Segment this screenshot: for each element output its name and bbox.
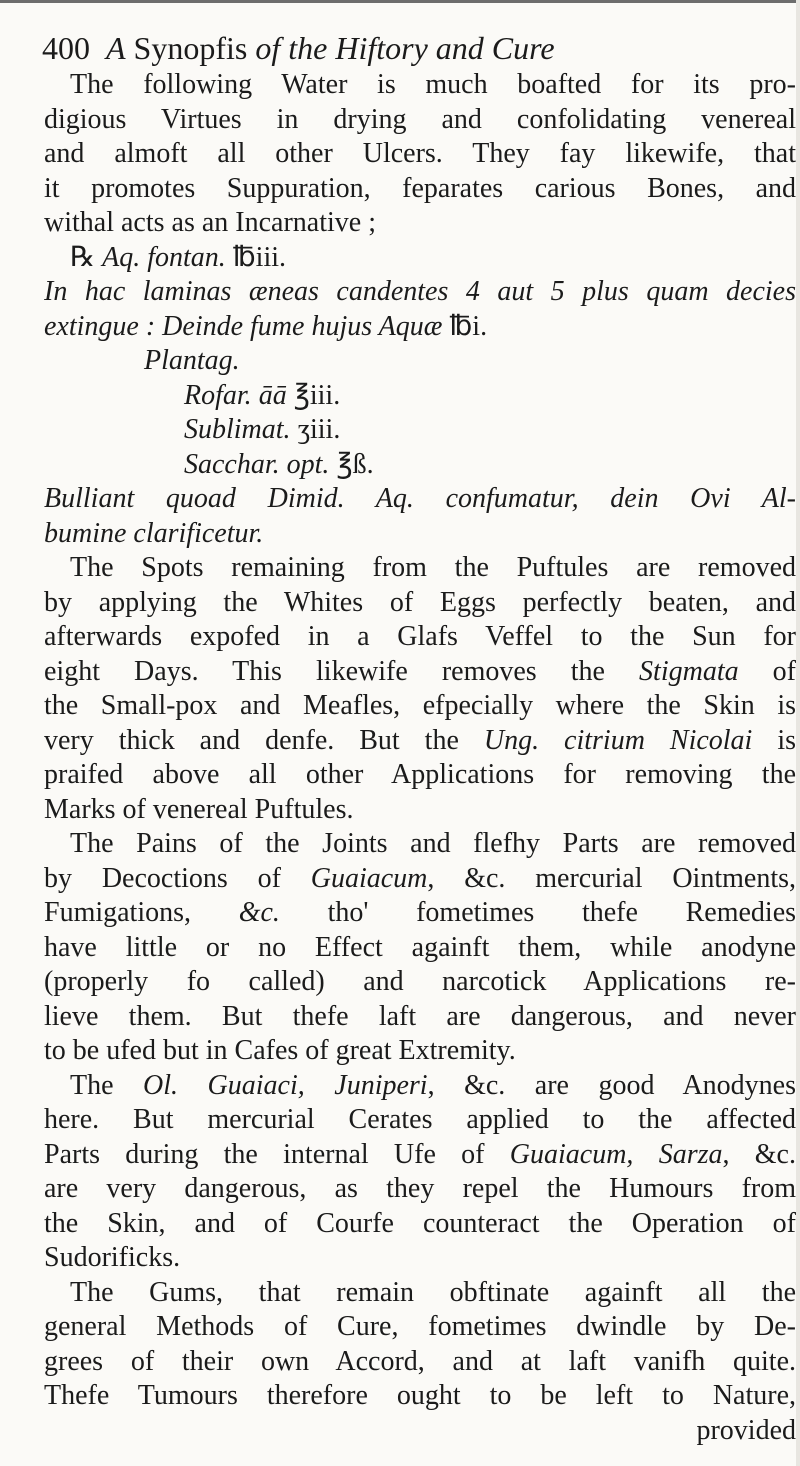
text-line [44, 379, 796, 414]
text-line [44, 827, 796, 862]
text-line [44, 1207, 796, 1242]
text-line [44, 896, 796, 931]
italic-text: bumine clarificetur. [44, 517, 264, 549]
text-line [44, 862, 796, 897]
text-line [44, 724, 796, 759]
roman-text: ℥ß. [329, 448, 374, 480]
roman-text: The [70, 1069, 144, 1101]
italic-text: āā [258, 379, 287, 411]
text-line [44, 689, 796, 724]
text-line [44, 517, 796, 552]
roman-text: , &c. [722, 1138, 796, 1170]
header-title-prefix: A [106, 30, 126, 66]
text-line [44, 1034, 796, 1069]
text-line [44, 1241, 796, 1276]
text-line [44, 1276, 796, 1311]
text-line [44, 310, 796, 345]
italic-text: extingue : Deinde fume hujus Aquæ [44, 310, 443, 342]
roman-text: lieve them. But thefe laft are dangerous, and never [44, 1000, 796, 1032]
text-line [44, 620, 796, 655]
text-line [44, 1379, 796, 1414]
roman-text: ℔i. [442, 310, 488, 342]
text-line [44, 1345, 796, 1380]
roman-text: Marks of venereal Puftules. [44, 793, 354, 825]
running-header [42, 28, 792, 68]
roman-text: digious Virtues in drying and confolidating venereal [44, 103, 796, 135]
italic-text: Sublimat. [184, 414, 291, 445]
text-line [44, 482, 796, 517]
roman-text: Sudorificks. [44, 1242, 181, 1273]
roman-text: very thick and denfe. But the [44, 724, 484, 756]
roman-text: The Pains of the Joints and flefhy Parts are removed [70, 828, 796, 859]
header-title-italic: of the Hiftory and Cure [255, 30, 555, 66]
roman-text: and almoft all other Ulcers. They fay likewife, that [44, 138, 796, 169]
roman-text: of [738, 655, 796, 687]
text-line [44, 931, 796, 966]
roman-text: The following Water is much boafted for its pro- [70, 69, 796, 100]
roman-text: , &c. mercurial Ointments, [427, 862, 796, 894]
roman-text: ʒiii. [290, 414, 341, 445]
italic-text: Stigmata [639, 655, 739, 687]
roman-text: The Gums, that remain obftinate againft all the [70, 1276, 796, 1308]
text-line [44, 1414, 796, 1449]
italic-text: Guaiacum, Sarza [509, 1138, 723, 1170]
italic-text: Bulliant quoad Dimid. Aq. confumatur, dein Ovi Al- [44, 483, 796, 514]
text-line [44, 448, 796, 483]
text-line [44, 172, 796, 207]
italic-text: Rofar. [184, 379, 252, 411]
roman-text: Thefe Tumours therefore ought to be left to Nature, [44, 1380, 796, 1411]
roman-text: have little or no Effect againft them, while anodyne [44, 931, 796, 963]
italic-text: Guaiacum [310, 862, 428, 894]
text-line [44, 551, 796, 586]
roman-text: grees of their own Accord, and at laft vanifh quite. [44, 1345, 796, 1377]
roman-text: are very dangerous, as they repel the Humours from [44, 1173, 796, 1204]
text-line [44, 793, 796, 828]
italic-text: Sacchar. opt. [184, 448, 330, 480]
roman-text: the Skin, and of Courfe counteract the Operation of [44, 1207, 796, 1239]
roman-text: praifed above all other Applications for removing the [44, 759, 796, 790]
text-line [44, 1069, 796, 1104]
italic-text: In hac laminas æneas candentes 4 aut 5 plus quam decies [44, 276, 796, 307]
italic-text: Aq. fontan. [102, 241, 226, 273]
text-line [44, 344, 796, 379]
italic-text: Ung. citrium Nicolai [483, 724, 753, 756]
roman-text: general Methods of Cure, fometimes dwindle by De- [44, 1311, 796, 1342]
roman-text: the Small-pox and Meafles, efpecially where the Skin is [44, 690, 796, 721]
text-line [44, 206, 796, 241]
roman-text: by applying the Whites of Eggs perfectly beaten, and [44, 586, 796, 618]
roman-text: (properly fo called) and narcotick Applications re- [44, 966, 796, 997]
roman-text: afterwards expofed in a Glafs Veffel to the Sun for [44, 621, 796, 652]
italic-text: Ol. Guaiaci, Juniperi [143, 1069, 428, 1101]
roman-text: here. But mercurial Cerates applied to the affected [44, 1104, 796, 1135]
text-line [44, 1310, 796, 1345]
roman-text: Parts during the internal Ufe of [44, 1138, 510, 1170]
text-line [44, 965, 796, 1000]
italic-text: Plantag. [144, 345, 240, 376]
roman-text: ℔iii. [225, 241, 287, 273]
text-line [44, 1138, 796, 1173]
text-line [44, 1103, 796, 1138]
text-line [44, 655, 796, 690]
italic-text: &c. [238, 897, 280, 928]
text-line [44, 413, 796, 448]
header-title-roman: Synopfis [133, 30, 248, 66]
roman-text: withal acts as an Incarnative ; [44, 207, 376, 238]
text-line [44, 1172, 796, 1207]
roman-text: provided [696, 1414, 796, 1446]
text-line [44, 137, 796, 172]
roman-text: it promotes Suppuration, feparates carious Bones, and [44, 172, 796, 204]
text-line [44, 758, 796, 793]
body-text [44, 68, 796, 1448]
roman-text: The Spots remaining from the Puftules are removed [70, 552, 796, 583]
text-line [44, 586, 796, 621]
roman-text: tho' fometimes thefe Remedies [279, 897, 796, 928]
roman-text: ℥iii. [286, 379, 341, 411]
text-line [44, 1000, 796, 1035]
text-line [44, 103, 796, 138]
text-line [44, 241, 796, 276]
roman-text: eight Days. This likewife removes the [44, 655, 640, 687]
roman-text: to be ufed but in Cafes of great Extremity. [44, 1035, 516, 1066]
page-number: 400 [42, 30, 90, 66]
text-line [44, 275, 796, 310]
roman-text: ℞ [70, 241, 103, 273]
roman-text: is [752, 724, 796, 756]
page-top-border [0, 0, 800, 3]
roman-text: , &c. are good Anodynes [427, 1069, 796, 1101]
roman-text: Fumigations, [44, 897, 239, 928]
text-line [44, 68, 796, 103]
page-edge [796, 0, 800, 1466]
roman-text: by Decoctions of [44, 862, 311, 894]
roman-text [252, 380, 259, 411]
